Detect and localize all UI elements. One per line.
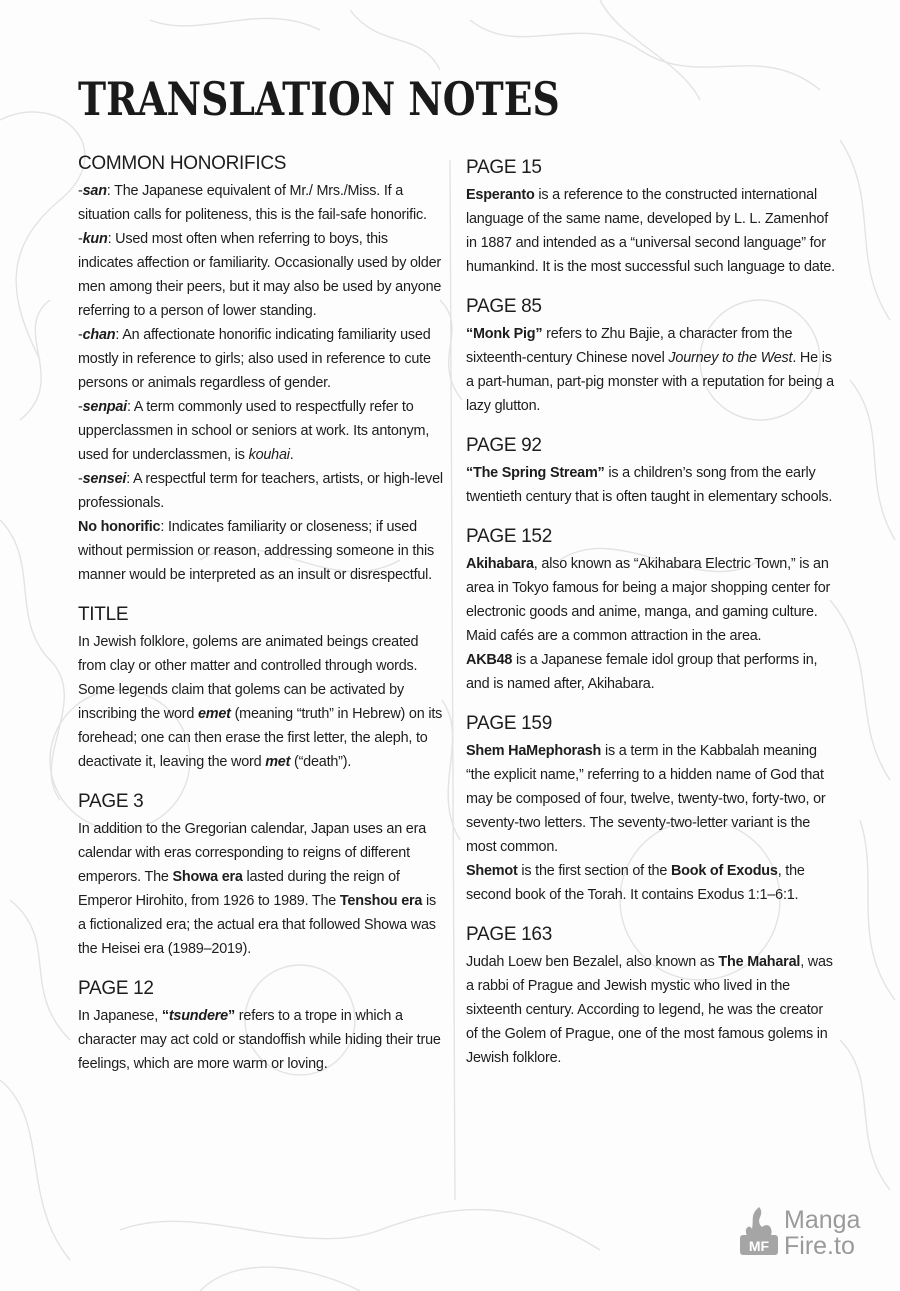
- note-paragraph: [78, 515, 443, 587]
- text-run: is the first section of the: [517, 863, 671, 879]
- text-run: Akihabara: [466, 556, 534, 572]
- text-run: is a children’s song from the early twentieth century that is often taught in elementary schools.: [466, 465, 833, 505]
- text-run: senpai: [82, 399, 127, 415]
- text-run: In Japanese,: [78, 1008, 162, 1024]
- note-section: [78, 603, 443, 774]
- text-run: kouhai: [248, 447, 290, 463]
- text-run: ”: [228, 1008, 235, 1024]
- text-run: Shem HaMephorash: [466, 743, 602, 759]
- text-run: tsundere: [168, 1008, 228, 1024]
- note-paragraph: [466, 950, 836, 1070]
- text-run: -: [78, 399, 83, 415]
- note-section: [78, 152, 443, 587]
- text-run: , was a rabbi of Prague and Jewish mystic who lived in the sixteenth century. According to legend, he was the creator of the Golem of Prague, one of the most famous golems in Jewish folklore.: [466, 954, 833, 1066]
- text-run: -: [78, 183, 83, 199]
- text-run: Journey to the West: [668, 350, 793, 366]
- text-run: : An affectionate honorific indicating familiarity used mostly in reference to girls; also used in reference to cute persons or animals regardless of gender.: [78, 327, 431, 391]
- note-paragraph: [78, 1004, 443, 1076]
- note-paragraph: [466, 859, 836, 907]
- text-run: “Monk Pig”: [466, 326, 543, 342]
- text-run: No honorific: [78, 519, 161, 535]
- text-run: Book of Exodus: [670, 863, 778, 879]
- text-run: “: [161, 1008, 169, 1024]
- note-section: [466, 434, 836, 509]
- note-section: [78, 977, 443, 1076]
- note-paragraph: [466, 648, 836, 696]
- text-run: lasted during the reign of Emperor Hirohito, from 1926 to 1989. The: [78, 869, 400, 909]
- text-run: AKB48: [466, 652, 513, 668]
- text-run: is a fictionalized era; the actual era that followed Showa was the Heisei era (1989–2019).: [78, 893, 436, 957]
- text-run: In Jewish folklore, golems are animated beings created from clay or other matter and controlled through words. Some legends claim that golems can be activated by inscribing the word: [78, 634, 419, 722]
- flame-logo-icon: [736, 1205, 782, 1257]
- text-run: kun: [82, 231, 108, 247]
- note-paragraph: [78, 227, 443, 323]
- text-run: : Indicates familiarity or closeness; if used without permission or reason, addressing someone in this manner would be interpreted as an insult or disrespectful.: [78, 519, 434, 583]
- text-run: refers to a trope in which a character may act cold or standoffish while hiding their true feelings, which are more warm or loving.: [78, 1008, 441, 1072]
- watermark-line-1: Manga: [784, 1206, 861, 1234]
- note-paragraph: [466, 739, 836, 859]
- text-run: sensei: [82, 471, 127, 487]
- text-run: , also known as “Akihabara Electric Town,” is an area in Tokyo famous for being a major shopping center for electronic goods and anime, manga, and gaming culture. Maid cafés are a common attraction in the area.: [466, 556, 831, 644]
- note-section: [466, 923, 836, 1070]
- text-run: Showa era: [172, 869, 243, 885]
- page-title: TRANSLATION NOTES: [78, 72, 560, 126]
- text-run: Shemot: [466, 863, 518, 879]
- text-run: .: [289, 447, 294, 463]
- note-section: [466, 525, 836, 696]
- text-run: emet: [197, 706, 231, 722]
- text-run: -: [78, 327, 83, 343]
- right-column: [466, 156, 836, 1086]
- text-run: (“death”).: [290, 754, 352, 770]
- note-section: [78, 790, 443, 961]
- watermark-line-2: Fire.to: [784, 1232, 855, 1260]
- left-column: [78, 152, 443, 1092]
- note-paragraph: [78, 630, 443, 774]
- text-run: san: [82, 183, 107, 199]
- text-run: chan: [82, 327, 116, 343]
- note-paragraph: [78, 467, 443, 515]
- text-run: is a Japanese female idol group that performs in, and is named after, Akihabara.: [466, 652, 818, 692]
- section-heading: PAGE 152: [466, 526, 552, 547]
- text-run: : Used most often when referring to boys, this indicates affection or familiarity. Occasionally used by older men among their peers, but it may also be used by anyone referring to a person of lower standing.: [78, 231, 442, 319]
- note-section: [466, 295, 836, 418]
- text-run: refers to Zhu Bajie, a character from the sixteenth-century Chinese novel: [466, 326, 793, 366]
- text-run: : A respectful term for teachers, artists, or high-level professionals.: [78, 471, 443, 511]
- section-heading: PAGE 159: [466, 713, 552, 734]
- text-run: met: [265, 754, 291, 770]
- note-paragraph: [466, 322, 836, 418]
- section-heading: PAGE 85: [466, 296, 542, 317]
- note-paragraph: [78, 817, 443, 961]
- text-run: , the second book of the Torah. It contains Exodus 1:1–6:1.: [466, 863, 805, 903]
- section-heading: TITLE: [78, 604, 129, 625]
- section-heading: PAGE 163: [466, 924, 552, 945]
- text-run: Esperanto: [466, 187, 535, 203]
- section-heading: PAGE 15: [466, 157, 542, 178]
- note-paragraph: [466, 461, 836, 509]
- text-run: (meaning “truth” in Hebrew) on its forehead; one can then erase the first letter, the aleph, to deactivate it, leaving the word: [78, 706, 443, 770]
- text-run: is a term in the Kabbalah meaning “the explicit name,” referring to a hidden name of God that may be composed of four, twelve, twenty-two, forty-two, or seventy-two letters. The seventy-two-letter variant is the most common.: [466, 743, 826, 855]
- text-run: : The Japanese equivalent of Mr./ Mrs./Miss. If a situation calls for politeness, this is the fail-safe honorific.: [78, 183, 427, 223]
- note-section: [466, 712, 836, 907]
- text-run: -: [78, 231, 83, 247]
- text-run: Judah Loew ben Bezalel, also known as: [466, 954, 719, 970]
- section-heading: COMMON HONORIFICS: [78, 153, 287, 174]
- text-run: Tenshou era: [339, 893, 423, 909]
- text-run: is a reference to the constructed international language of the same name, developed by L. L. Zamenhof in 1887 and intended as a “universal second language” for humankind. It is the most successful such language to date.: [466, 187, 835, 275]
- note-paragraph: [78, 323, 443, 395]
- section-heading: PAGE 92: [466, 435, 542, 456]
- section-heading: PAGE 3: [78, 791, 144, 812]
- note-paragraph: [466, 183, 836, 279]
- text-run: The Maharal: [718, 954, 801, 970]
- text-run: -: [78, 471, 83, 487]
- note-section: [466, 156, 836, 279]
- note-paragraph: [78, 395, 443, 467]
- text-run: . He is a part-human, part-pig monster with a reputation for being a lazy glutton.: [466, 350, 834, 414]
- note-paragraph: [466, 552, 836, 648]
- text-run: “The Spring Stream”: [466, 465, 605, 481]
- watermark-logo: [736, 1205, 876, 1265]
- watermark-text: [784, 1207, 860, 1259]
- svg-text:MF: MF: [748, 1238, 770, 1254]
- text-run: In addition to the Gregorian calendar, Japan uses an era calendar with eras corresponding to reigns of different emperors. The: [78, 821, 427, 885]
- note-paragraph: [78, 179, 443, 227]
- section-heading: PAGE 12: [78, 978, 154, 999]
- text-run: : A term commonly used to respectfully refer to upperclassmen in school or seniors at work. Its antonym, used for underclassmen, is: [78, 399, 430, 463]
